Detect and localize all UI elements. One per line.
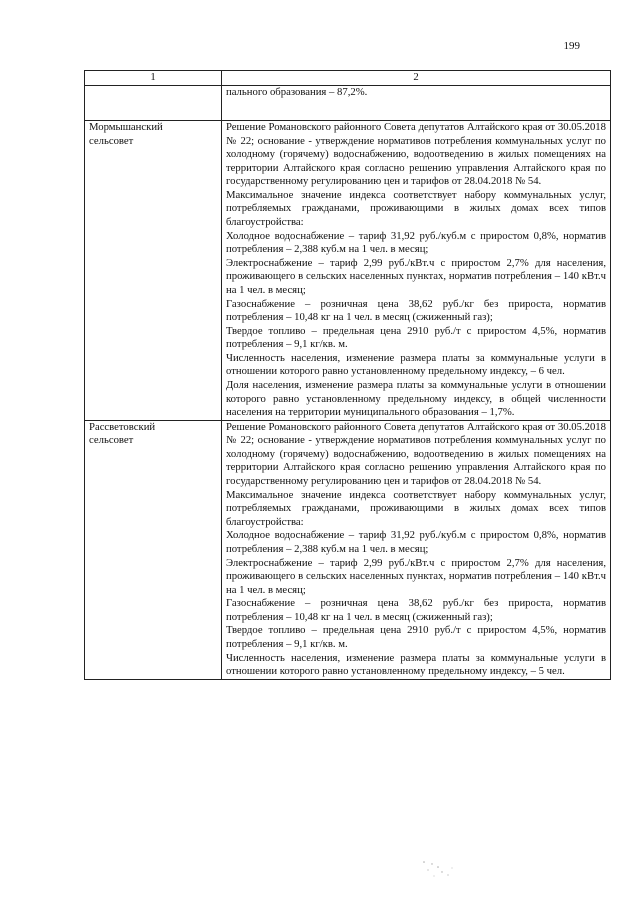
table-row — [85, 121, 611, 421]
indices-table — [84, 70, 611, 680]
column-header-2: 2 — [222, 71, 611, 86]
paragraph: Максимальное значение индекса соответствует набору коммунальных услуг, потребляемых гражданами, проживающими в жилых домах всех типов благоустройства: — [226, 188, 606, 229]
paragraph: Газоснабжение – розничная цена 38,62 руб./кг без прироста, норматив потребления – 10,48 кг на 1 чел. в месяц (сжиженный газ); — [226, 597, 606, 623]
region-cell — [85, 420, 222, 679]
paragraph: Электроснабжение – тариф 2,99 руб./кВт.ч с приростом 2,7% для населения, проживающего в сельских населенных пунктах, норматив потребления – 140 кВт.ч на 1 чел. в месяц; — [226, 556, 606, 596]
paragraph: Численность населения, изменение размера платы за коммунальные услуги в отношении которого равно установленному предельному индексу, – 5 чел. — [226, 651, 606, 678]
paragraph: Решение Романовского районного Совета депутатов Алтайского края от 30.05.2018 № 22; основание - утверждение нормативов потребления коммунальных услуг по холодному (горячему) водоснабжению, водоотведению в жилых помещениях на территории Алтайского края согласно решению управления Алтайского края по государственному регулированию цен и тарифов от 28.04.2018 № 54. — [226, 121, 606, 188]
paragraph: Твердое топливо – предельная цена 2910 руб./т с приростом 4,5%, норматив потребления – 9,1 кг/кв. м. — [226, 624, 606, 650]
description-cell — [222, 420, 611, 679]
paragraph: Холодное водоснабжение – тариф 31,92 руб./куб.м с приростом 0,8%, норматив потребления – 2,388 куб.м на 1 чел. в месяц; — [226, 229, 606, 256]
region-name-line: Мормышанский — [89, 121, 163, 133]
region-name-line: сельсовет — [89, 434, 134, 447]
table-row — [85, 420, 611, 679]
page-number: 199 — [563, 40, 580, 52]
faint-stamp-mark — [418, 858, 458, 880]
paragraph: Холодное водоснабжение – тариф 31,92 руб./куб.м с приростом 0,8%, норматив потребления – 2,388 куб.м на 1 чел. в месяц; — [226, 529, 606, 555]
table-header-row — [85, 71, 611, 86]
continuation-text-cell — [222, 86, 611, 121]
paragraph: Твердое топливо – предельная цена 2910 руб./т с приростом 4,5%, норматив потребления – 9,1 кг/кв. м. — [226, 324, 606, 351]
continuation-text: пального образования – 87,2%. — [226, 86, 368, 98]
region-name-line: сельсовет — [89, 134, 134, 147]
column-header-1: 1 — [85, 71, 222, 86]
description-cell — [222, 121, 611, 421]
paragraph: Доля населения, изменение размера платы за коммунальные услуги в отношении которого равно установленному предельному индексу, в общей численности населения на территории муниципального образования – 1,7%. — [226, 378, 606, 419]
region-name-line: Рассветовский — [89, 420, 156, 433]
paragraph: Максимальное значение индекса соответствует набору коммунальных услуг, потребляемых гражданами, проживающими в жилых домах всех типов благоустройства: — [226, 488, 606, 528]
continuation-row — [85, 86, 611, 121]
paragraph: Численность населения, изменение размера платы за коммунальные услуги в отношении которого равно установленному предельному индексу, – 6 чел. — [226, 351, 606, 378]
continuation-region-cell — [85, 86, 222, 121]
paragraph: Газоснабжение – розничная цена 38,62 руб./кг без прироста, норматив потребления – 10,48 кг на 1 чел. в месяц (сжиженный газ); — [226, 297, 606, 324]
region-cell — [85, 121, 222, 421]
paragraph: Электроснабжение – тариф 2,99 руб./кВт.ч с приростом 2,7% для населения, проживающего в сельских населенных пунктах, норматив потребления – 140 кВт.ч на 1 чел. в месяц; — [226, 256, 606, 296]
paragraph: Решение Романовского районного Совета депутатов Алтайского края от 30.05.2018 № 22; основание - утверждение нормативов потребления коммунальных услуг по холодному (горячему) водоснабжению, водоотведению в жилых помещениях на территории Алтайского края согласно решению управления Алтайского края по государственному регулированию цен и тарифов от 28.04.2018 № 54. — [226, 420, 606, 488]
